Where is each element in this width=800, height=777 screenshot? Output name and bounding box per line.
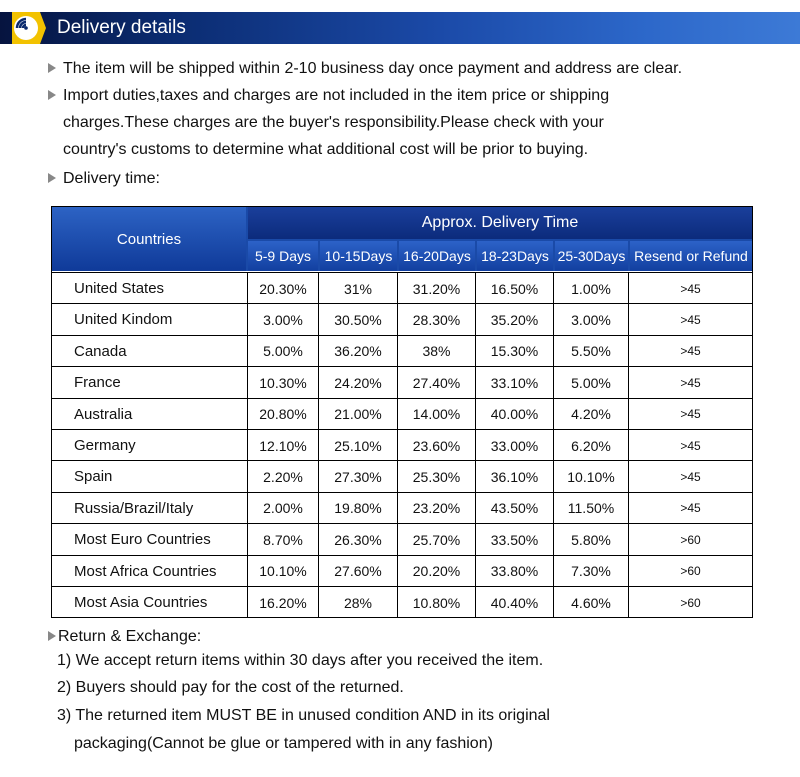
country-cell: Most Asia Countries [74,594,208,611]
value-cell: 20.80% [259,406,307,423]
table-row [52,429,752,461]
table-row [52,335,752,367]
return-heading [48,627,201,647]
table-row [52,555,752,587]
return-item-3-cont: packaging(Cannot be glue or tampered with in any fashion) [74,735,493,752]
value-cell: 2.00% [263,500,303,517]
value-cell: 33.80% [490,563,539,580]
value-cell: 4.20% [571,406,611,423]
value-cell: >60 [680,564,701,579]
value-cell: 8.70% [263,531,303,548]
table-row [52,303,752,335]
country-cell: Spain [74,468,113,486]
value-cell: >45 [680,344,701,359]
value-cell: 27.60% [334,563,382,580]
value-cell: >45 [680,469,701,484]
shipping-note-text: The item will be shipped within 2-10 business day once payment and address are clear. [63,60,683,77]
country-cell: Australia [74,405,133,423]
country-cell: United States [74,280,165,297]
country-cell: Germany [74,437,136,454]
value-cell: 33.10% [490,374,539,391]
value-cell: 6.20% [571,437,611,454]
duties-note [48,86,609,106]
value-cell: 5.00% [263,343,303,360]
value-cell: 5.00% [571,374,611,391]
value-cell: >45 [680,312,701,327]
value-cell: >45 [680,501,701,516]
value-cell: 16.50% [490,280,539,297]
country-cell: Most Euro Countries [74,531,211,549]
table-row [52,366,752,398]
value-cell: 23.20% [412,500,461,517]
duties-note-cont2: country's customs to determine what additional cost will be prior to buying. [63,141,589,158]
delivery-time-text: Delivery time: [63,170,160,187]
value-cell: 19.80% [334,500,382,517]
arrow-icon [48,173,56,183]
country-cell: Canada [74,342,127,360]
value-cell: 3.00% [263,311,303,328]
return-item-1: 1) We accept return items within 30 days after you received the item. [57,652,544,669]
value-cell: 15.30% [490,343,539,360]
value-cell: >45 [680,438,701,453]
value-cell: 38% [422,343,451,360]
col-header: 16-20Days [399,241,475,271]
delivery-time-label [48,169,160,189]
value-cell: >60 [680,595,701,610]
return-item-3: 3) The returned item MUST BE in unused condition AND in its original [57,707,550,724]
value-cell: 26.30% [334,531,382,548]
value-cell: 7.30% [571,563,611,580]
table-row [52,398,752,430]
value-cell: 10.10% [259,563,307,580]
table-header [52,207,752,271]
col-header: 18-23Days [477,241,553,271]
arrow-icon [48,90,56,100]
col-header: 25-30Days [555,241,628,271]
value-cell: 3.00% [571,311,611,328]
country-cell: Most Africa Countries [74,562,217,580]
value-cell: >60 [680,532,701,547]
value-cell: 20.30% [259,280,307,297]
value-cell: 16.20% [259,594,307,611]
value-cell: 35.20% [490,311,539,328]
approx-delivery-header: Approx. Delivery Time [248,207,752,239]
col-header: 10-15Days [320,241,397,271]
wifi-delivery-icon [10,8,48,48]
col-header: Resend or Refund [630,241,752,271]
value-cell: 5.80% [571,531,611,548]
value-cell: >45 [680,281,701,296]
duties-note-cont1: charges.These charges are the buyer's responsibility.Please check with your [63,114,604,131]
return-heading-text: Return & Exchange: [58,628,202,645]
value-cell: 11.50% [567,500,615,517]
value-cell: >45 [680,407,701,422]
value-cell: 28% [343,594,373,611]
countries-header: Countries [52,207,246,271]
table-row [52,272,752,304]
table-row [52,460,752,492]
value-cell: 24.20% [334,374,382,391]
value-cell: 21.00% [334,406,382,423]
value-cell: 40.00% [490,406,539,423]
col-header: 5-9 Days [248,241,318,271]
value-cell: 10.80% [412,594,461,611]
value-cell: 33.50% [490,531,539,548]
value-cell: 5.50% [571,343,611,360]
value-cell: 25.10% [334,437,382,454]
value-cell: 14.00% [412,406,461,423]
header-banner [0,12,800,44]
table-row [52,523,752,555]
value-cell: 25.30% [412,468,461,485]
value-cell: 2.20% [263,468,303,485]
value-cell: 30.50% [334,311,382,328]
value-cell: 31% [343,280,373,297]
value-cell: 27.30% [334,468,382,485]
duties-note-text: Import duties,taxes and charges are not included in the item price or shipping [63,87,610,104]
arrow-icon [48,631,56,641]
value-cell: >45 [680,375,701,390]
delivery-table [51,206,753,618]
value-cell: 27.40% [412,374,461,391]
table-row [52,586,752,618]
value-cell: 33.00% [490,437,539,454]
value-cell: 43.50% [490,500,539,517]
value-cell: 10.10% [567,468,615,485]
value-cell: 23.60% [412,437,461,454]
value-cell: 25.70% [412,531,461,548]
country-cell: United Kindom [74,311,173,329]
value-cell: 1.00% [571,280,611,297]
value-cell: 31.20% [412,280,461,297]
value-cell: 20.20% [412,563,461,580]
value-cell: 28.30% [412,311,461,328]
value-cell: 4.60% [571,594,611,611]
value-cell: 40.40% [490,594,539,611]
country-cell: Russia/Brazil/Italy [74,499,194,517]
value-cell: 12.10% [259,437,307,454]
arrow-icon [48,63,56,73]
shipping-note [48,59,682,79]
country-cell: France [74,374,121,392]
page-title: Delivery details [57,17,186,38]
value-cell: 36.20% [334,343,382,360]
value-cell: 10.30% [259,374,307,391]
value-cell: 36.10% [490,468,539,485]
return-item-2: 2) Buyers should pay for the cost of the returned. [57,679,404,696]
table-row [52,492,752,524]
